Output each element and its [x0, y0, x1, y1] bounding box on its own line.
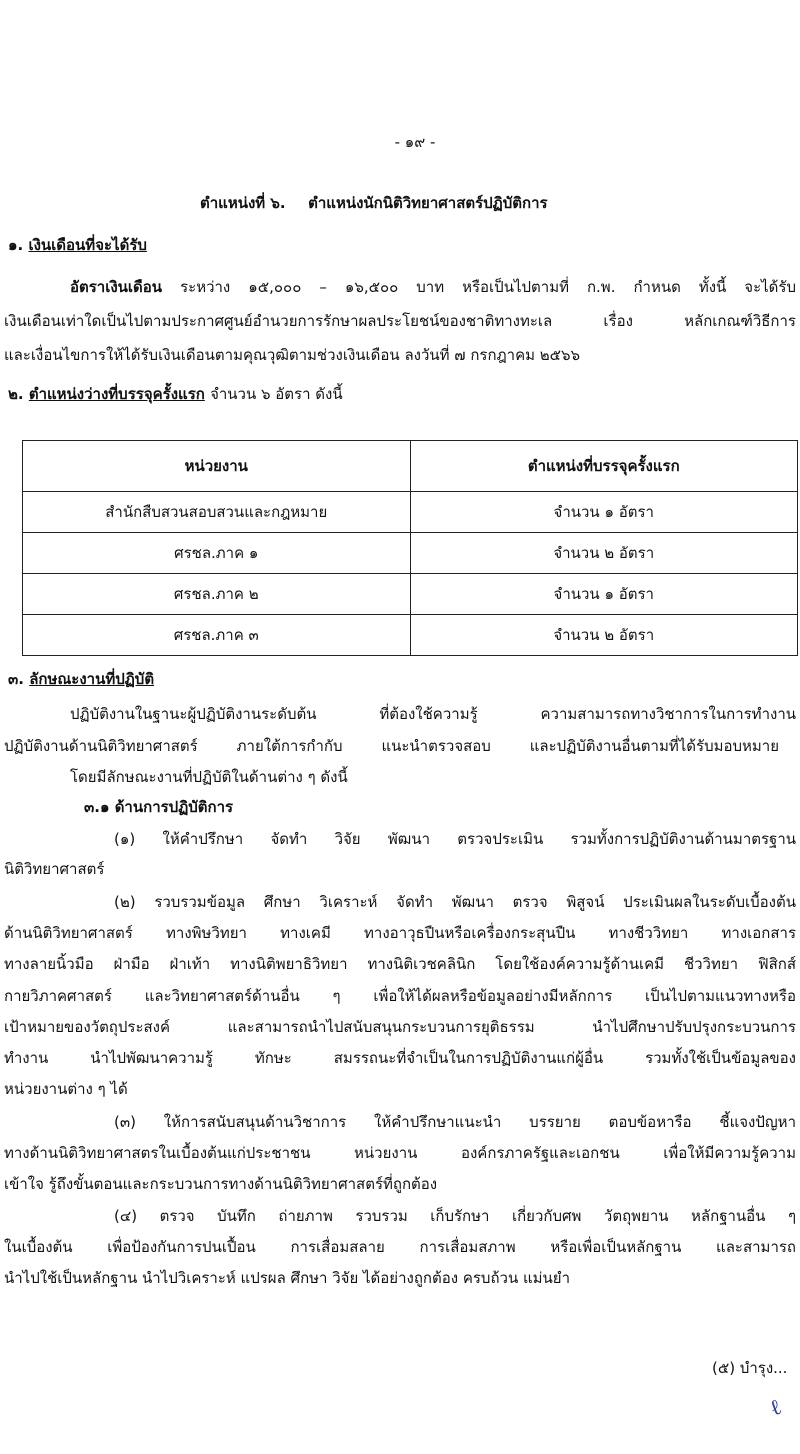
position-title: ตำแหน่งนักนิติวิทยาศาสตร์ปฏิบัติการ	[308, 194, 548, 212]
table-header-position: ตำแหน่งที่บรรจุครั้งแรก	[410, 441, 798, 492]
table-cell-unit: ศรชล.ภาค ๑	[23, 533, 411, 574]
continuation-text: (๕) บำรุง...	[712, 1359, 788, 1377]
item3-line-3: เข้าใจ รู้ถึงขั้นตอนและกระบวนการทางด้านนิติวิทยาศาสตร์ที่ถูกต้อง	[4, 1175, 438, 1193]
table-cell-count: จำนวน ๑ อัตรา	[410, 574, 798, 615]
table-cell-unit: สำนักสืบสวนสอบสวนและกฎหมาย	[23, 492, 411, 533]
section1-line-1	[70, 276, 796, 298]
table-cell-count: จำนวน ๒ อัตรา	[410, 533, 798, 574]
page-number: - ๑๙ -	[394, 133, 436, 151]
item2-line-1: (๒) รวบรวมข้อมูล ศึกษา วิเคราะห์ จัดทำ พัฒนา ตรวจ พิสูจน์ ประเมินผลในระดับเบื้องต้น	[114, 893, 796, 911]
item2-line-4: กายวิภาคศาสตร์ และวิทยาศาสตร์ด้านอื่น ๆ เพื่อให้ได้ผลหรือข้อมูลอย่างมีหลักการ เป็นไปตามแนวทางหรือ	[4, 987, 796, 1005]
position-heading	[200, 192, 548, 214]
section2-number: ๒.	[8, 385, 24, 403]
section3-intro-line-3: โดยมีลักษณะงานที่ปฏิบัติในด้านต่าง ๆ ดังนี้	[70, 768, 348, 786]
section1-line-3: และเงื่อนไขการให้ได้รับเงินเดือนตามคุณวุฒิตามช่วงเงินเดือน ลงวันที่ ๗ กรกฎาคม ๒๕๖๖	[4, 346, 581, 364]
table-cell-unit: ศรชล.ภาค ๓	[23, 615, 411, 656]
item2-line-2: ด้านนิติวิทยาศาสตร์ ทางพิษวิทยา ทางเคมี ทางอาวุธปืนหรือเครื่องกระสุนปืน ทางชีววิทยา ทางเอกสาร	[4, 924, 796, 942]
item2-line-6: ทำงาน นำไปพัฒนาความรู้ ทักษะ สมรรถนะที่จำเป็นในการปฏิบัติงานแก่ผู้อื่น รวมทั้งใช้เป็นข้อมูลของ	[4, 1049, 796, 1067]
section2-heading	[8, 383, 343, 405]
item2-line-7: หน่วยงานต่าง ๆ ได้	[4, 1080, 128, 1098]
section2-suffix: จำนวน ๖ อัตรา ดังนี้	[210, 385, 343, 403]
item3-line-1: (๓) ให้การสนับสนุนด้านวิชาการ ให้คำปรึกษาแนะนำ บรรยาย ตอบข้อหารือ ชี้แจงปัญหา	[114, 1113, 796, 1131]
section2-title: ตำแหน่งว่างที่บรรจุครั้งแรก	[28, 385, 205, 403]
section1-number: ๑.	[8, 236, 24, 254]
salary-label: อัตราเงินเดือน	[70, 278, 163, 296]
item2-line-3: ทางลายนิ้วมือ ฝ่ามือ ฝ่าเท้า ทางนิติพยาธิวิทยา ทางนิติเวชคลินิก โดยใช้องค์ความรู้ด้านเคมี ชีววิทยา ฟิสิกส์	[4, 955, 796, 973]
table-cell-count: จำนวน ๒ อัตรา	[410, 615, 798, 656]
section3-heading	[8, 668, 154, 690]
item2-line-5: เป้าหมายของวัตถุประสงค์ และสามารถนำไปสนับสนุนกระบวนการยุติธรรม นำไปศึกษาปรับปรุงกระบวนการ	[4, 1018, 796, 1036]
salary-text: ระหว่าง ๑๕,๐๐๐ – ๑๖,๕๐๐ บาท หรือเป็นไปตามที่ ก.พ. กำหนด ทั้งนี้ จะได้รับ	[180, 278, 796, 296]
section1-line-2: เงินเดือนเท่าใดเป็นไปตามประกาศศูนย์อำนวยการรักษาผลประโยชน์ของชาติทางทะเล เรื่อง หลักเกณฑ์วิธีการ	[4, 312, 796, 330]
item4-line-3: นำไปใช้เป็นหลักฐาน นำไปวิเคราะห์ แปรผล ศึกษา วิจัย ได้อย่างถูกต้อง ครบถ้วน แม่นยำ	[4, 1269, 570, 1287]
table-row	[23, 533, 798, 574]
table-cell-count: จำนวน ๑ อัตรา	[410, 492, 798, 533]
section1-heading	[8, 234, 147, 256]
handwritten-initials-mark: ℓ	[766, 1394, 785, 1422]
section3-intro-line-1: ปฏิบัติงานในฐานะผู้ปฏิบัติงานระดับต้น ที่ต้องใช้ความรู้ ความสามารถทางวิชาการในการทำงาน	[70, 705, 796, 723]
table-row	[23, 574, 798, 615]
table-row	[23, 615, 798, 656]
table-header-row	[23, 441, 798, 492]
item4-line-2: ในเบื้องต้น เพื่อป้องกันการปนเปื้อน การเสื่อมสลาย การเสื่อมสภาพ หรือเพื่อเป็นหลักฐาน และสามารถ	[4, 1238, 796, 1256]
subsection-title: ๓.๑ ด้านการปฏิบัติการ	[84, 798, 234, 816]
section3-number: ๓.	[8, 670, 24, 688]
section1-title: เงินเดือนที่จะได้รับ	[28, 236, 147, 254]
vacancy-table	[22, 440, 798, 656]
position-prefix: ตำแหน่งที่ ๖.	[200, 194, 286, 212]
item3-line-2: ทางด้านนิติวิทยาศาสตรในเบื้องต้นแก่ประชาชน หน่วยงาน องค์กรภาครัฐและเอกชน เพื่อให้มีความรู้ความ	[4, 1144, 796, 1162]
item1-line-1: (๑) ให้คำปรึกษา จัดทำ วิจัย พัฒนา ตรวจประเมิน รวมทั้งการปฏิบัติงานด้านมาตรฐาน	[114, 830, 796, 848]
item1-line-2: นิติวิทยาศาสตร์	[4, 860, 105, 878]
section3-title: ลักษณะงานที่ปฏิบัติ	[29, 670, 155, 688]
table-cell-unit: ศรชล.ภาค ๒	[23, 574, 411, 615]
section3-intro-line-2: ปฏิบัติงานด้านนิติวิทยาศาสตร์ ภายใต้การกำกับ แนะนำตรวจสอบ และปฏิบัติงานอื่นตามที่ได้รับมอบหมาย	[4, 737, 779, 755]
item4-line-1: (๔) ตรวจ บันทึก ถ่ายภาพ รวบรวม เก็บรักษา เกี่ยวกับศพ วัตถุพยาน หลักฐานอื่น ๆ	[114, 1207, 796, 1225]
table-header-unit: หน่วยงาน	[23, 441, 411, 492]
table-row	[23, 492, 798, 533]
